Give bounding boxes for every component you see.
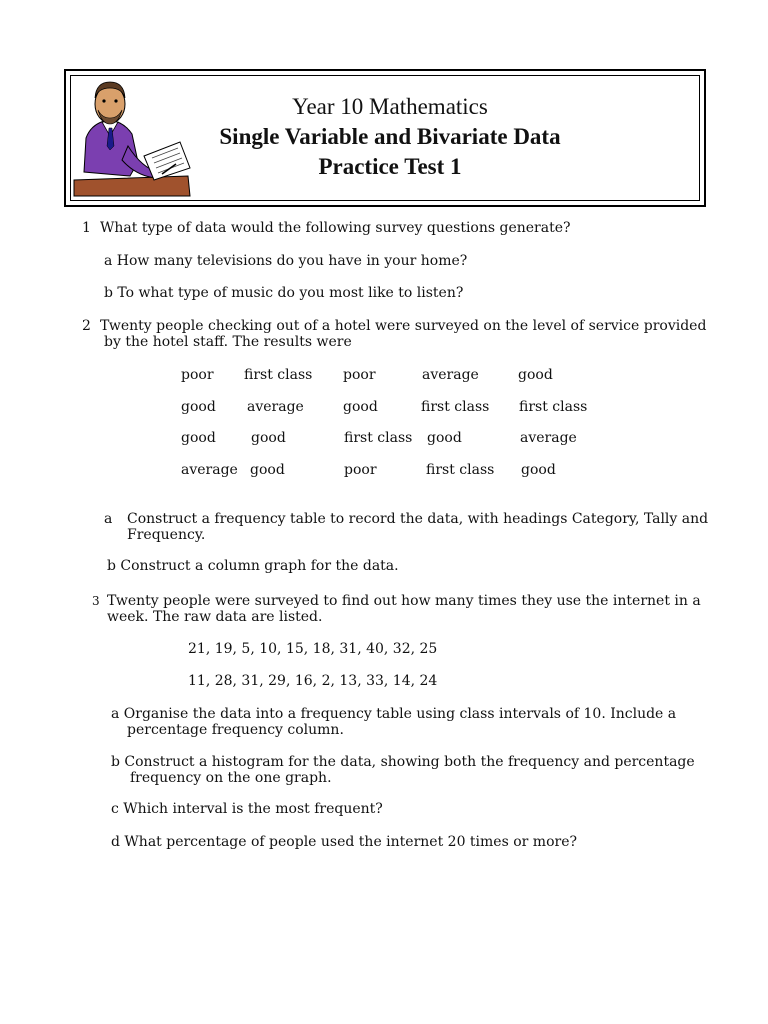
q3-text-line-2: week. The raw data are listed. <box>107 609 323 625</box>
q2-text-line-1: Twenty people checking out of a hotel were surveyed on the level of service provided <box>100 318 707 334</box>
q2-part-a-line-1: Construct a frequency table to record the data, with headings Category, Tally and <box>127 511 709 527</box>
q2-number: 2 <box>82 318 91 334</box>
q1-text: What type of data would the following survey questions generate? <box>100 220 571 236</box>
title-line-3: Practice Test 1 <box>318 154 462 179</box>
results-cell: first class <box>421 399 490 415</box>
results-cell: good <box>181 399 216 415</box>
q2-part-a-label: a <box>104 511 113 527</box>
results-cell: good <box>181 430 216 446</box>
q2-part-b: b Construct a column graph for the data. <box>107 558 399 574</box>
q3-number: 3 <box>92 594 100 608</box>
results-cell: average <box>247 399 304 415</box>
q3-part-b-line-2: frequency on the one graph. <box>130 770 332 786</box>
q1-part-a: a How many televisions do you have in your home? <box>104 253 468 269</box>
results-cell: first class <box>426 462 495 478</box>
results-cell: poor <box>343 367 376 383</box>
results-cell: good <box>518 367 553 383</box>
q3-part-d: d What percentage of people used the internet 20 times or more? <box>111 834 577 850</box>
results-cell: average <box>520 430 577 446</box>
results-cell: good <box>521 462 556 478</box>
results-cell: first class <box>519 399 588 415</box>
q2-text-line-2: by the hotel staff. The results were <box>104 334 352 350</box>
q1-part-b: b To what type of music do you most like to listen? <box>104 285 464 301</box>
q1-number: 1 <box>82 220 91 236</box>
results-cell: average <box>181 462 238 478</box>
results-cell: first class <box>244 367 313 383</box>
q3-part-a-line-2: percentage frequency column. <box>127 722 344 738</box>
results-cell: good <box>343 399 378 415</box>
results-cell: average <box>422 367 479 383</box>
q3-raw-data-line-2: 11, 28, 31, 29, 16, 2, 13, 33, 14, 24 <box>188 673 438 689</box>
q3-part-c: c Which interval is the most frequent? <box>111 801 383 817</box>
q3-part-b-line-1: b Construct a histogram for the data, showing both the frequency and percentage <box>111 754 695 770</box>
results-cell: good <box>250 462 285 478</box>
results-cell: good <box>251 430 286 446</box>
title-line-1: Year 10 Mathematics <box>292 94 488 119</box>
q2-part-a-line-2: Frequency. <box>127 527 206 543</box>
q3-part-a-line-1: a Organise the data into a frequency table using class intervals of 10. Include a <box>111 706 677 722</box>
title-line-2: Single Variable and Bivariate Data <box>219 124 561 149</box>
results-cell: poor <box>344 462 377 478</box>
q3-raw-data-line-1: 21, 19, 5, 10, 15, 18, 31, 40, 32, 25 <box>188 641 438 657</box>
q3-text-line-1: Twenty people were surveyed to find out how many times they use the internet in a <box>107 593 701 609</box>
results-cell: poor <box>181 367 214 383</box>
results-cell: good <box>427 430 462 446</box>
teacher-clipart-image <box>72 76 192 198</box>
results-cell: first class <box>344 430 413 446</box>
